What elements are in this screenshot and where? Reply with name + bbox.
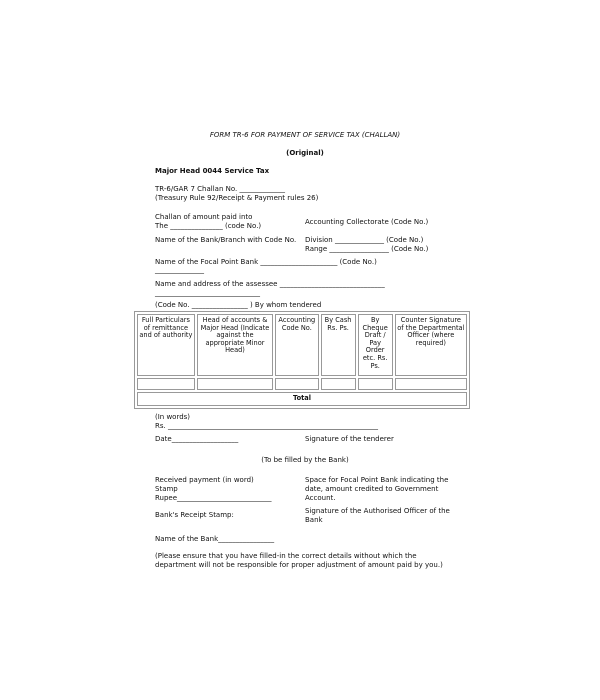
bank-name: Name of the Bank________________ xyxy=(155,535,275,543)
copy-label: (Original) xyxy=(286,149,324,157)
assessee-address-line: ______________________________ xyxy=(155,289,260,297)
disclaimer-note: department will not be responsible for proper adjustment of amount paid by you.) xyxy=(155,561,443,569)
received-stamp: Stamp xyxy=(155,485,178,493)
bank-fill-note: (To be filled by the Bank) xyxy=(261,456,349,464)
table-cell[interactable] xyxy=(137,378,195,390)
challan-number: TR-6/GAR 7 Challan No. _____________ xyxy=(155,185,285,193)
treasury-rule: (Treasury Rule 92/Receipt & Payment rules 26) xyxy=(155,194,319,202)
table-header: Full Particulars of remittance and of authority xyxy=(137,314,195,376)
table-header: By Cheque Draft / Pay Order etc. Rs. Ps. xyxy=(358,314,393,376)
tendered-by: (Code No. ________________ ) By whom tendered xyxy=(155,301,322,309)
accounting-collectorate: Accounting Collectorate (Code No.) xyxy=(305,218,429,226)
table-header-row xyxy=(137,314,467,376)
focal-space-note: date, amount credited to Government xyxy=(305,485,439,493)
assessee-address: Name and address of the assessee ______________________________ xyxy=(155,280,385,288)
table-total: Total xyxy=(137,392,467,406)
table-cell[interactable] xyxy=(395,378,467,390)
table-cell[interactable] xyxy=(358,378,393,390)
authorised-officer-signature: Signature of the Authorised Officer of the xyxy=(305,507,450,515)
authorised-officer-signature: Bank xyxy=(305,516,323,524)
rupees-line: Rs. ____________________________________________________________ xyxy=(155,422,378,430)
table-cell[interactable] xyxy=(275,378,318,390)
bank-branch: Name of the Bank/Branch with Code No. xyxy=(155,236,297,244)
table-cell[interactable] xyxy=(197,378,273,390)
focal-point-bank: Name of the Focal Point Bank ______________________ (Code No.) xyxy=(155,258,377,266)
received-payment: Received payment (in word) xyxy=(155,476,254,484)
disclaimer-note: (Please ensure that you have filled-in the correct details without which the xyxy=(155,552,417,560)
received-rupee: Rupee___________________________ xyxy=(155,494,272,502)
focal-point-bank-line: ______________ xyxy=(155,266,204,274)
table-header: Head of accounts & Major Head (Indicate against the appropriate Minor Head) xyxy=(197,314,273,376)
table-cell[interactable] xyxy=(321,378,356,390)
tenderer-signature: Signature of the tenderer xyxy=(305,435,394,443)
range: Range _________________ (Code No.) xyxy=(305,245,429,253)
amount-paid-into: Challan of amount paid into xyxy=(155,213,253,221)
bank-receipt-stamp: Bank's Receipt Stamp: xyxy=(155,511,234,519)
table-header: By Cash Rs. Ps. xyxy=(321,314,356,376)
amount-paid-into-code: The _______________ (code No.) xyxy=(155,222,262,230)
table-row xyxy=(137,378,467,390)
major-head: Major Head 0044 Service Tax xyxy=(155,167,270,175)
date-line: Date___________________ xyxy=(155,435,239,443)
division: Division ______________ (Code No.) xyxy=(305,236,424,244)
table-total-row xyxy=(137,392,467,406)
form-title: FORM TR-6 FOR PAYMENT OF SERVICE TAX (CHALLAN) xyxy=(209,131,401,139)
in-words: (In words) xyxy=(155,413,191,421)
focal-space-note: Account. xyxy=(305,494,336,502)
table-header: Accounting Code No. xyxy=(275,314,318,376)
focal-space-note: Space for Focal Point Bank indicating the xyxy=(305,476,449,484)
table-header: Counter Signature of the Departmental Officer (where required) xyxy=(395,314,467,376)
remittance-table xyxy=(134,311,470,409)
